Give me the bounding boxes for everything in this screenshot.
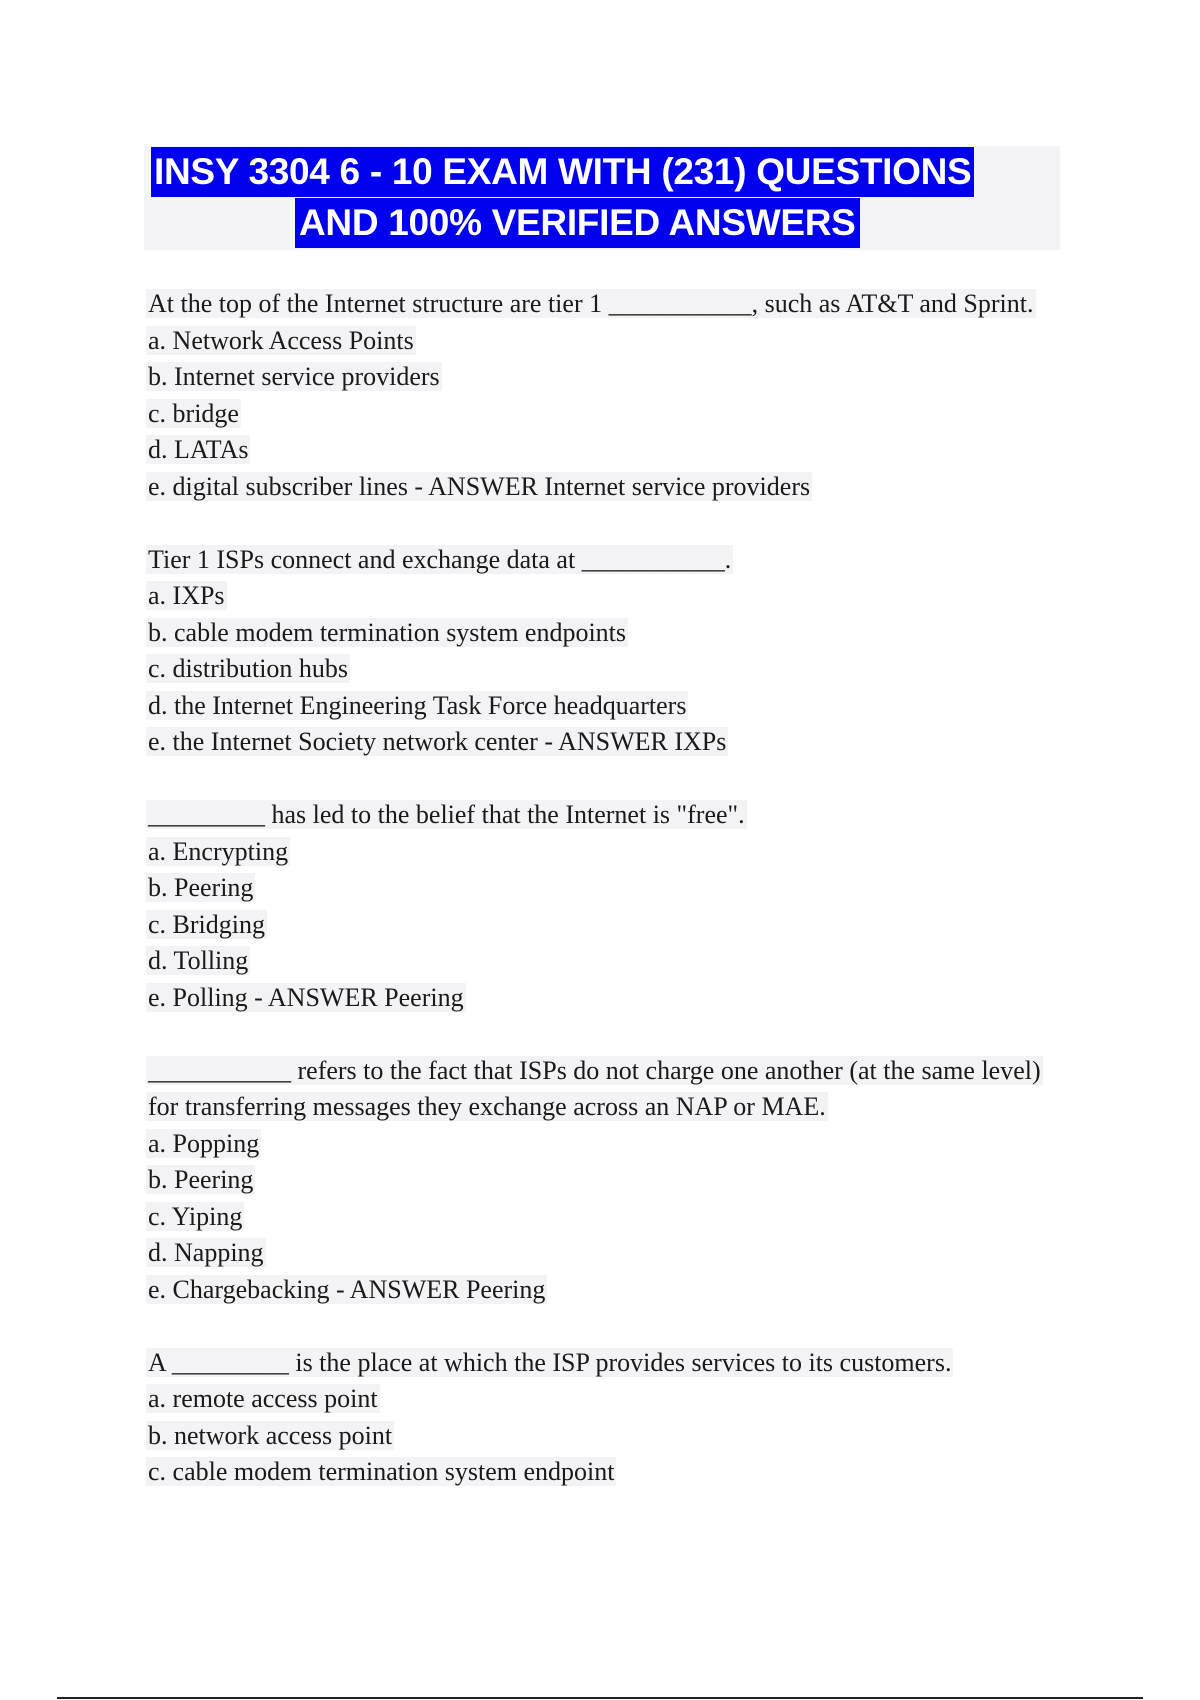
answer-option-text: c. Yiping bbox=[148, 1201, 243, 1231]
answer-option bbox=[146, 651, 1066, 688]
answer-option bbox=[146, 1162, 1066, 1199]
question-1 bbox=[146, 286, 1066, 505]
question-stem bbox=[146, 1053, 1066, 1126]
question-stem bbox=[146, 286, 1066, 323]
answer-option bbox=[146, 1418, 1066, 1455]
answer-option-with-answer bbox=[146, 980, 1066, 1017]
question-stem bbox=[146, 797, 1066, 834]
answer-option-text: d. Napping bbox=[148, 1238, 264, 1267]
answer-option bbox=[146, 688, 1066, 725]
answer-option-text: e. Polling - ANSWER Peering bbox=[148, 982, 464, 1012]
answer-option bbox=[146, 1235, 1066, 1272]
answer-option bbox=[146, 432, 1066, 469]
question-3 bbox=[146, 797, 1066, 1016]
question-stem-text: _________ has led to the belief that the Internet is "free". bbox=[148, 800, 745, 829]
answer-option-text: a. Network Access Points bbox=[148, 325, 414, 355]
answer-option-text: b. Peering bbox=[148, 873, 254, 902]
question-4 bbox=[146, 1053, 1066, 1309]
document-title-line-1: INSY 3304 6 - 10 EXAM WITH (231) QUESTIONS bbox=[151, 147, 974, 197]
answer-option-text: c. cable modem termination system endpoint bbox=[148, 1457, 615, 1486]
question-stem bbox=[146, 542, 1066, 579]
answer-option-text: b. Internet service providers bbox=[148, 362, 440, 391]
answer-option bbox=[146, 615, 1066, 652]
question-list bbox=[146, 286, 1066, 1527]
answer-option bbox=[146, 834, 1066, 871]
answer-option-text: a. remote access point bbox=[148, 1384, 378, 1413]
question-stem-text: At the top of the Internet structure are tier 1 ___________, such as AT&T and Sprint. bbox=[148, 289, 1034, 318]
answer-option bbox=[146, 1126, 1066, 1163]
answer-option-text: c. distribution hubs bbox=[148, 654, 349, 683]
answer-option bbox=[146, 396, 1066, 433]
answer-option-text: d. LATAs bbox=[148, 435, 249, 464]
answer-option-text: b. cable modem termination system endpoints bbox=[148, 617, 627, 647]
question-5 bbox=[146, 1345, 1066, 1491]
answer-option-text: c. bridge bbox=[148, 398, 239, 428]
question-2 bbox=[146, 542, 1066, 761]
question-stem-text: Tier 1 ISPs connect and exchange data at ___________. bbox=[148, 544, 732, 574]
document-title-line-2: AND 100% VERIFIED ANSWERS bbox=[295, 198, 860, 248]
answer-option-text: d. Tolling bbox=[148, 946, 249, 975]
answer-option-text: a. IXPs bbox=[148, 581, 225, 610]
answer-option bbox=[146, 943, 1066, 980]
answer-option-text: e. the Internet Society network center - ANSWER IXPs bbox=[148, 727, 727, 756]
answer-option bbox=[146, 1381, 1066, 1418]
answer-option-text: c. Bridging bbox=[148, 909, 265, 939]
answer-option bbox=[146, 1199, 1066, 1236]
answer-option-text: b. network access point bbox=[148, 1420, 393, 1450]
answer-option-text: d. the Internet Engineering Task Force headquarters bbox=[148, 690, 687, 720]
question-stem bbox=[146, 1345, 1066, 1382]
question-stem-text: ___________ refers to the fact that ISPs do not charge one another (at the same level) for transferring messages they exchange across an NAP or MAE. bbox=[148, 1055, 1041, 1121]
answer-option bbox=[146, 323, 1066, 360]
answer-option-text: b. Peering bbox=[148, 1165, 254, 1194]
answer-option-with-answer bbox=[146, 1272, 1066, 1309]
answer-option-text: e. Chargebacking - ANSWER Peering bbox=[148, 1274, 546, 1304]
answer-option bbox=[146, 578, 1066, 615]
answer-option-text: a. Popping bbox=[148, 1128, 260, 1158]
answer-option-text: e. digital subscriber lines - ANSWER Internet service providers bbox=[148, 471, 811, 501]
answer-option-with-answer bbox=[146, 724, 1066, 761]
question-stem-text: A _________ is the place at which the ISP provides services to its customers. bbox=[148, 1347, 952, 1377]
answer-option-with-answer bbox=[146, 469, 1066, 506]
answer-option bbox=[146, 359, 1066, 396]
answer-option-text: a. Encrypting bbox=[148, 836, 289, 866]
page-bottom-rule bbox=[57, 1697, 1143, 1699]
answer-option bbox=[146, 870, 1066, 907]
answer-option bbox=[146, 1454, 1066, 1491]
answer-option bbox=[146, 907, 1066, 944]
